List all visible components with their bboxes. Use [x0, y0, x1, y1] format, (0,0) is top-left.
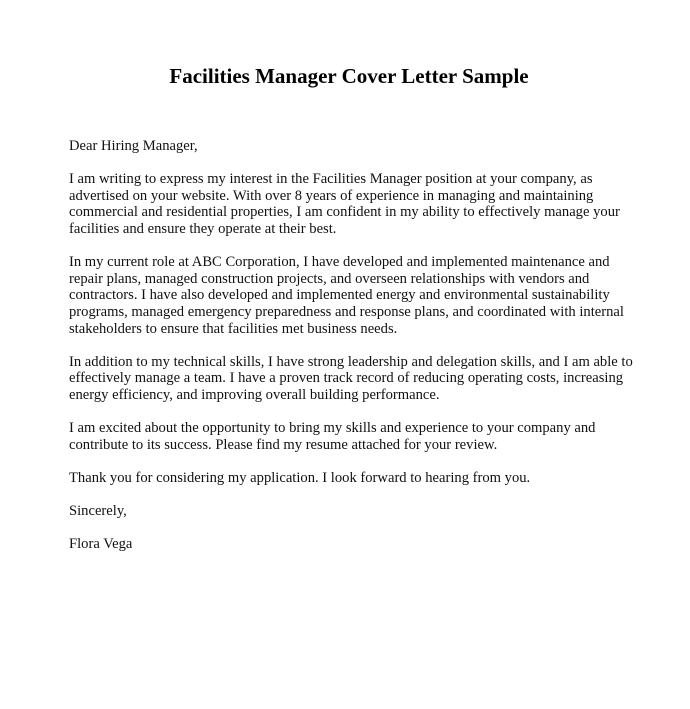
paragraph-thanks: Thank you for considering my application. I look forward to hearing from you.	[69, 469, 531, 486]
document-title: Facilities Manager Cover Letter Sample	[169, 64, 529, 88]
letter-body	[69, 138, 639, 569]
signature: Flora Vega	[69, 536, 133, 553]
paragraph-skills: In addition to my technical skills, I have strong leadership and delegation skills, and I am able to effectively manage a team. I have a proven track record of reducing operating costs, increasing energy efficiency, and improving overall building performance.	[69, 353, 633, 403]
closing: Sincerely,	[69, 503, 127, 520]
paragraph-intro: I am writing to express my interest in the Facilities Manager position at your company, as advertised on your website. With over 8 years of experience in managing and maintaining commercial and residential properties, I am confident in my ability to effectively manage your facilities and ensure they operate at their best.	[69, 171, 620, 237]
paragraph-opportunity: I am excited about the opportunity to bring my skills and experience to your company and contribute to its success. Please find my resume attached for your review.	[69, 420, 596, 453]
paragraph-experience: In my current role at ABC Corporation, I have developed and implemented maintenance and repair plans, managed construction projects, and overseen relationships with vendors and contractors. I have also developed and implemented energy and environmental sustainability programs, managed emergency preparedness and response plans, and coordinated with internal stakeholders to ensure that facilities met business needs.	[69, 254, 624, 337]
salutation: Dear Hiring Manager,	[69, 138, 198, 154]
